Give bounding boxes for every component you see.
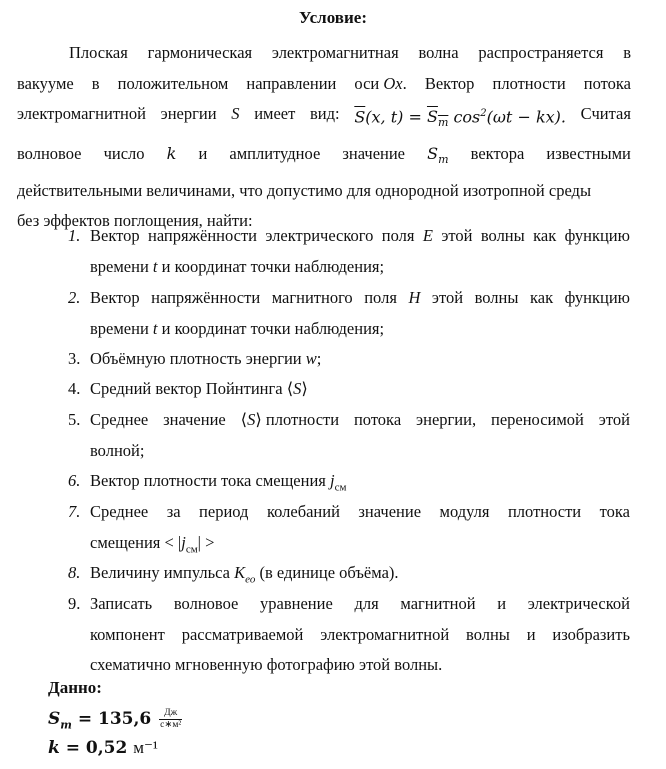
list-item: 3. Объёмную плотность энергии w; xyxy=(68,349,322,368)
intro-line-6: без эффектов поглощения, найти: xyxy=(17,211,253,231)
given-sm: $S_m = 135,6$ $\frac{Дж}{\text{с∗м²}}$ xyxy=(48,708,182,732)
list-item: 8. Величину импульса $K_{ео}$ (в единице объёма). xyxy=(68,563,399,586)
intro-line-1: Плоская гармоническая электромагнитная волна распространяется в xyxy=(69,43,631,62)
sm-unit-fraction: $\frac{Дж}{\text{с∗м²}}$ xyxy=(160,708,182,730)
intro-line-3: электромагнитной энергии S имеет вид: $\overline{S}(x$, $t) = S_m$ $\cos^2(\omega t - kx)$. Считая xyxy=(17,99,631,139)
given-label: Данно: xyxy=(48,678,102,697)
intro-line-4: волновое число k и амплитудное значение $S_m$ вектора известными xyxy=(17,144,631,167)
list-item: 9. Записать волновое уравнение для магнитной и электрической компонент рассматриваемой электромагнитной волны и изобразить схематично мгновенную фотографию этой волны. xyxy=(68,594,630,674)
intro-line-5: действительными величинами, что допустимо для однородной изотропной среды xyxy=(17,180,592,200)
list-item: 7. Среднее за период колебаний значение модуля плотности тока смещения < $|j_{см}|$ > xyxy=(68,502,630,555)
intro-line-2: вакууме в положительном направлении оси Ox. Вектор плотности потока xyxy=(17,73,631,93)
poynting-formula: $\overline{S}(x$, $t) = S_m$ $\cos^2(\omega t - kx)$. xyxy=(354,107,566,130)
problem-intro xyxy=(17,38,631,237)
list-item: 4. Средний вектор Пойнтинга ⟨S⟩ xyxy=(68,379,308,398)
list-item: 2. Вектор напряжённости магнитного поля H этой волны как функцию времени t и координат точки наблюдения; xyxy=(68,288,630,338)
list-item: 1. Вектор напряжённости электрического поля E этой волны как функцию времени t и координат точки наблюдения; xyxy=(68,226,630,276)
given-k: k = 0,52 м⁻¹ xyxy=(48,738,159,758)
list-item: 5. Среднее значение ⟨S⟩ плотности потока энергии, переносимой этой волной; xyxy=(68,410,630,460)
list-item: 6. Вектор плотности тока смещения $j_{см}$ xyxy=(68,471,347,494)
section-title: Условие: xyxy=(299,8,367,27)
